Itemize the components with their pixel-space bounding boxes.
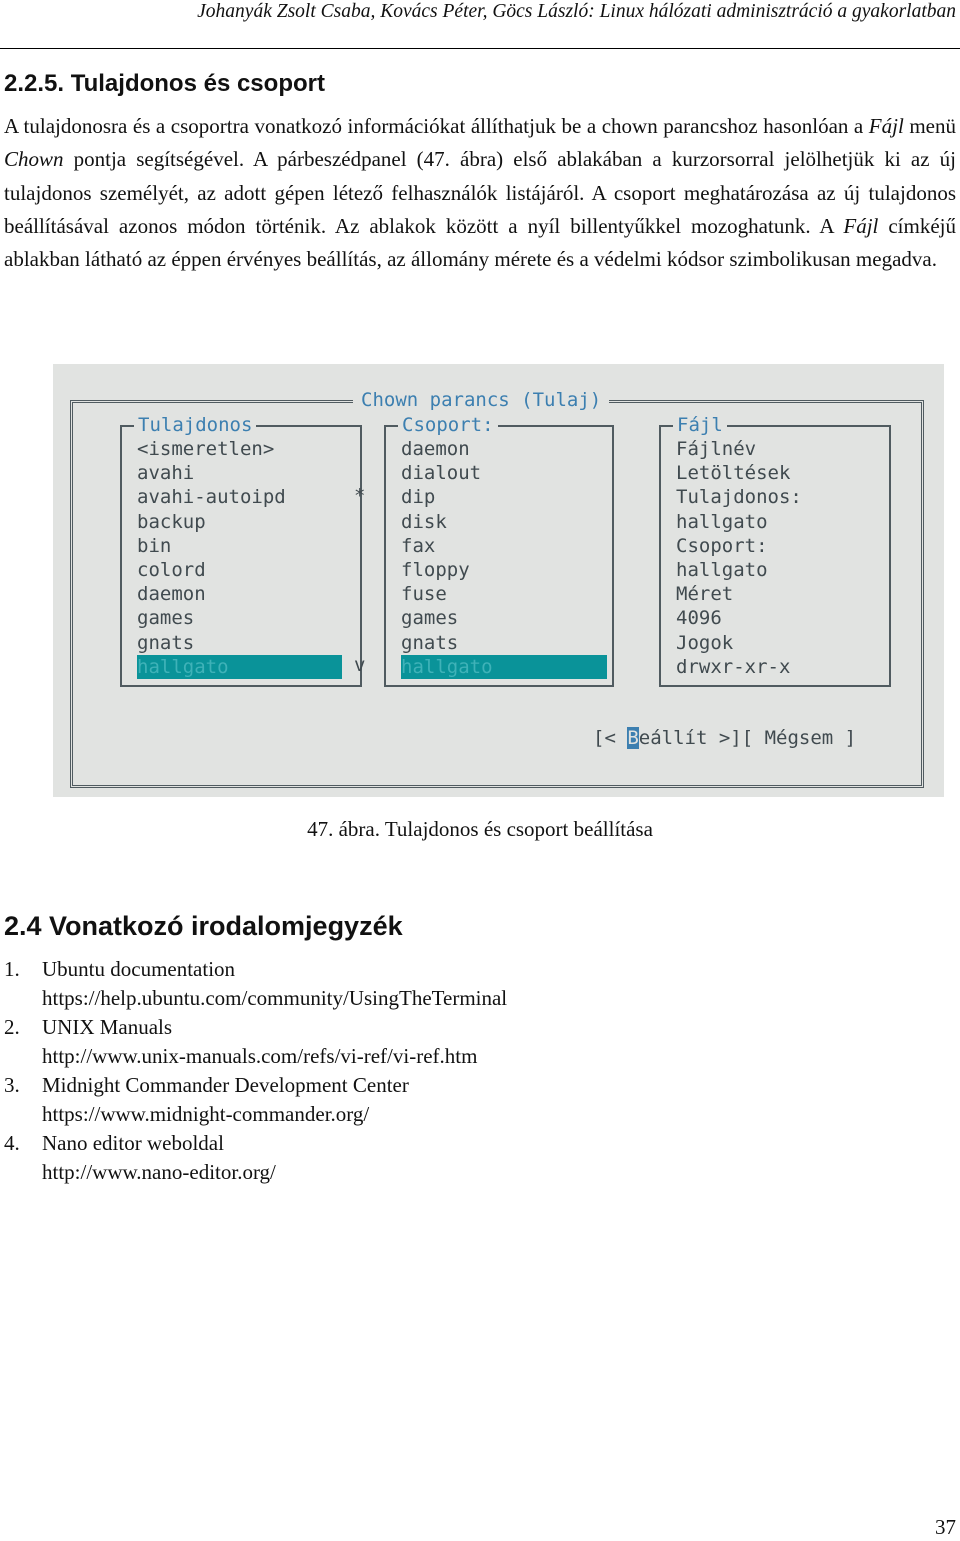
owner-item[interactable]: <ismeretlen>: [137, 438, 275, 460]
body-paragraph: [4, 110, 956, 276]
figure-caption-text: . ábra. Tulajdonos és csoport beállítása: [328, 817, 653, 841]
cancel-button[interactable]: [ Mégsem ]: [741, 727, 857, 749]
set-button-rest: eállít >]: [638, 727, 742, 749]
references-title: 2.4 Vonatkozó irodalomjegyzék: [4, 911, 403, 941]
reference-title: UNIX Manuals: [42, 1015, 173, 1039]
para-text-4: címkéjű ablakban látható az éppen érvényes beállítás, az állomány mérete és a védelmi kódsor szimbolikusan megadva.: [4, 213, 956, 272]
group-item[interactable]: fax: [401, 534, 436, 557]
reference-link[interactable]: http://www.unix-manuals.com/refs/vi-ref/vi-ref.htm: [42, 1044, 478, 1068]
reference-item: [4, 1071, 507, 1129]
group-pane-heading: Csoport:: [398, 413, 498, 437]
set-button-hotkey: B: [627, 727, 639, 749]
owner-item[interactable]: avahi-autoipd: [137, 486, 286, 509]
para-text-2: menü: [903, 114, 956, 138]
reference-number: 1.: [4, 957, 20, 981]
reference-title: Nano editor weboldal: [42, 1131, 224, 1155]
figure-number: 47: [307, 817, 329, 841]
file-info-list: [676, 437, 802, 679]
para-item-name: Chown: [4, 147, 64, 172]
owner-item[interactable]: bin: [137, 534, 172, 557]
reference-number: 3.: [4, 1073, 20, 1097]
file-info-line: Méret: [676, 583, 734, 606]
owner-item[interactable]: avahi: [137, 462, 195, 485]
group-item[interactable]: fuse: [401, 583, 447, 606]
owner-item-selected[interactable]: hallgato: [137, 655, 342, 679]
references-list: [4, 955, 507, 1187]
group-item[interactable]: dialout: [401, 462, 482, 485]
reference-title: Midnight Commander Development Center: [42, 1073, 409, 1097]
owner-item[interactable]: backup: [137, 510, 206, 533]
group-item[interactable]: disk: [401, 510, 447, 533]
file-info-line: Tulajdonos:: [676, 486, 802, 509]
group-pane[interactable]: [384, 414, 614, 687]
group-item[interactable]: floppy: [401, 558, 470, 581]
reference-item: [4, 1129, 507, 1187]
file-pane-heading: Fájl: [673, 413, 727, 437]
scroll-position-marker: *: [354, 485, 366, 507]
file-info-line: Letöltések: [676, 462, 791, 485]
reference-link[interactable]: https://help.ubuntu.com/community/UsingTheTerminal: [42, 986, 508, 1010]
scroll-down-indicator[interactable]: v: [354, 654, 366, 676]
page-number: 37: [935, 1515, 956, 1539]
reference-number: 2.: [4, 1015, 20, 1039]
owner-pane[interactable]: [120, 414, 362, 687]
group-item[interactable]: dip: [401, 486, 436, 509]
owner-item[interactable]: colord: [137, 558, 206, 581]
reference-link[interactable]: https://www.midnight-commander.org/: [42, 1102, 370, 1126]
file-info-line: Fájlnév: [676, 438, 757, 460]
para-text-3: pontja segítségével. A párbeszédpanel (47. ábra) első ablakában a kurzorsorral jelölhetjük ki az új tulajdonos személyét, az adott gépen létező felhasználók listájáról. A csoport meghatározása az új tulajdonos beállításával azonos módon történik. Az ablakok között a nyíl billentyűkkel mozoghatunk. A: [4, 147, 956, 238]
file-info-line: hallgato: [676, 510, 768, 533]
section-title: 2.2.5. Tulajdonos és csoport: [4, 70, 325, 97]
owner-item[interactable]: gnats: [137, 631, 195, 654]
reference-item: [4, 955, 507, 1013]
file-info-pane: [659, 414, 891, 687]
group-list[interactable]: [401, 437, 607, 679]
chown-dialog-screenshot: [53, 364, 944, 797]
owner-item[interactable]: daemon: [137, 583, 206, 606]
file-info-line: 4096: [676, 607, 722, 630]
owner-item[interactable]: games: [137, 607, 195, 630]
file-info-line: Jogok: [676, 631, 734, 654]
dialog-title: Chown parancs (Tulaj): [353, 387, 609, 413]
dialog-buttons: [593, 725, 856, 751]
reference-number: 4.: [4, 1131, 20, 1155]
running-title: Johanyák Zsolt Csaba, Kovács Péter, Göcs László: Linux hálózati adminisztráció a gyakorlatban: [197, 1, 956, 22]
group-item-selected[interactable]: hallgato: [401, 655, 607, 679]
set-button[interactable]: [593, 727, 742, 749]
reference-item: [4, 1013, 507, 1071]
page-header: [0, 0, 960, 49]
group-item[interactable]: gnats: [401, 631, 459, 654]
owner-pane-heading: Tulajdonos: [134, 413, 256, 437]
set-button-open: [<: [593, 727, 628, 749]
group-item[interactable]: games: [401, 607, 459, 630]
para-text-1: A tulajdonosra és a csoportra vonatkozó információkat állíthatjuk be a chown parancshoz hasonlóan a: [4, 114, 869, 138]
file-info-line: hallgato: [676, 558, 768, 581]
reference-title: Ubuntu documentation: [42, 957, 236, 981]
para-menu-name: Fájl: [868, 114, 904, 138]
para-window-name: Fájl: [843, 213, 879, 238]
file-info-line: drwxr-xr-x: [676, 655, 791, 678]
figure-caption: [0, 814, 960, 844]
reference-link[interactable]: http://www.nano-editor.org/: [42, 1160, 276, 1184]
owner-list[interactable]: [137, 437, 342, 679]
file-info-line: Csoport:: [676, 534, 768, 557]
group-item[interactable]: daemon: [401, 438, 470, 460]
